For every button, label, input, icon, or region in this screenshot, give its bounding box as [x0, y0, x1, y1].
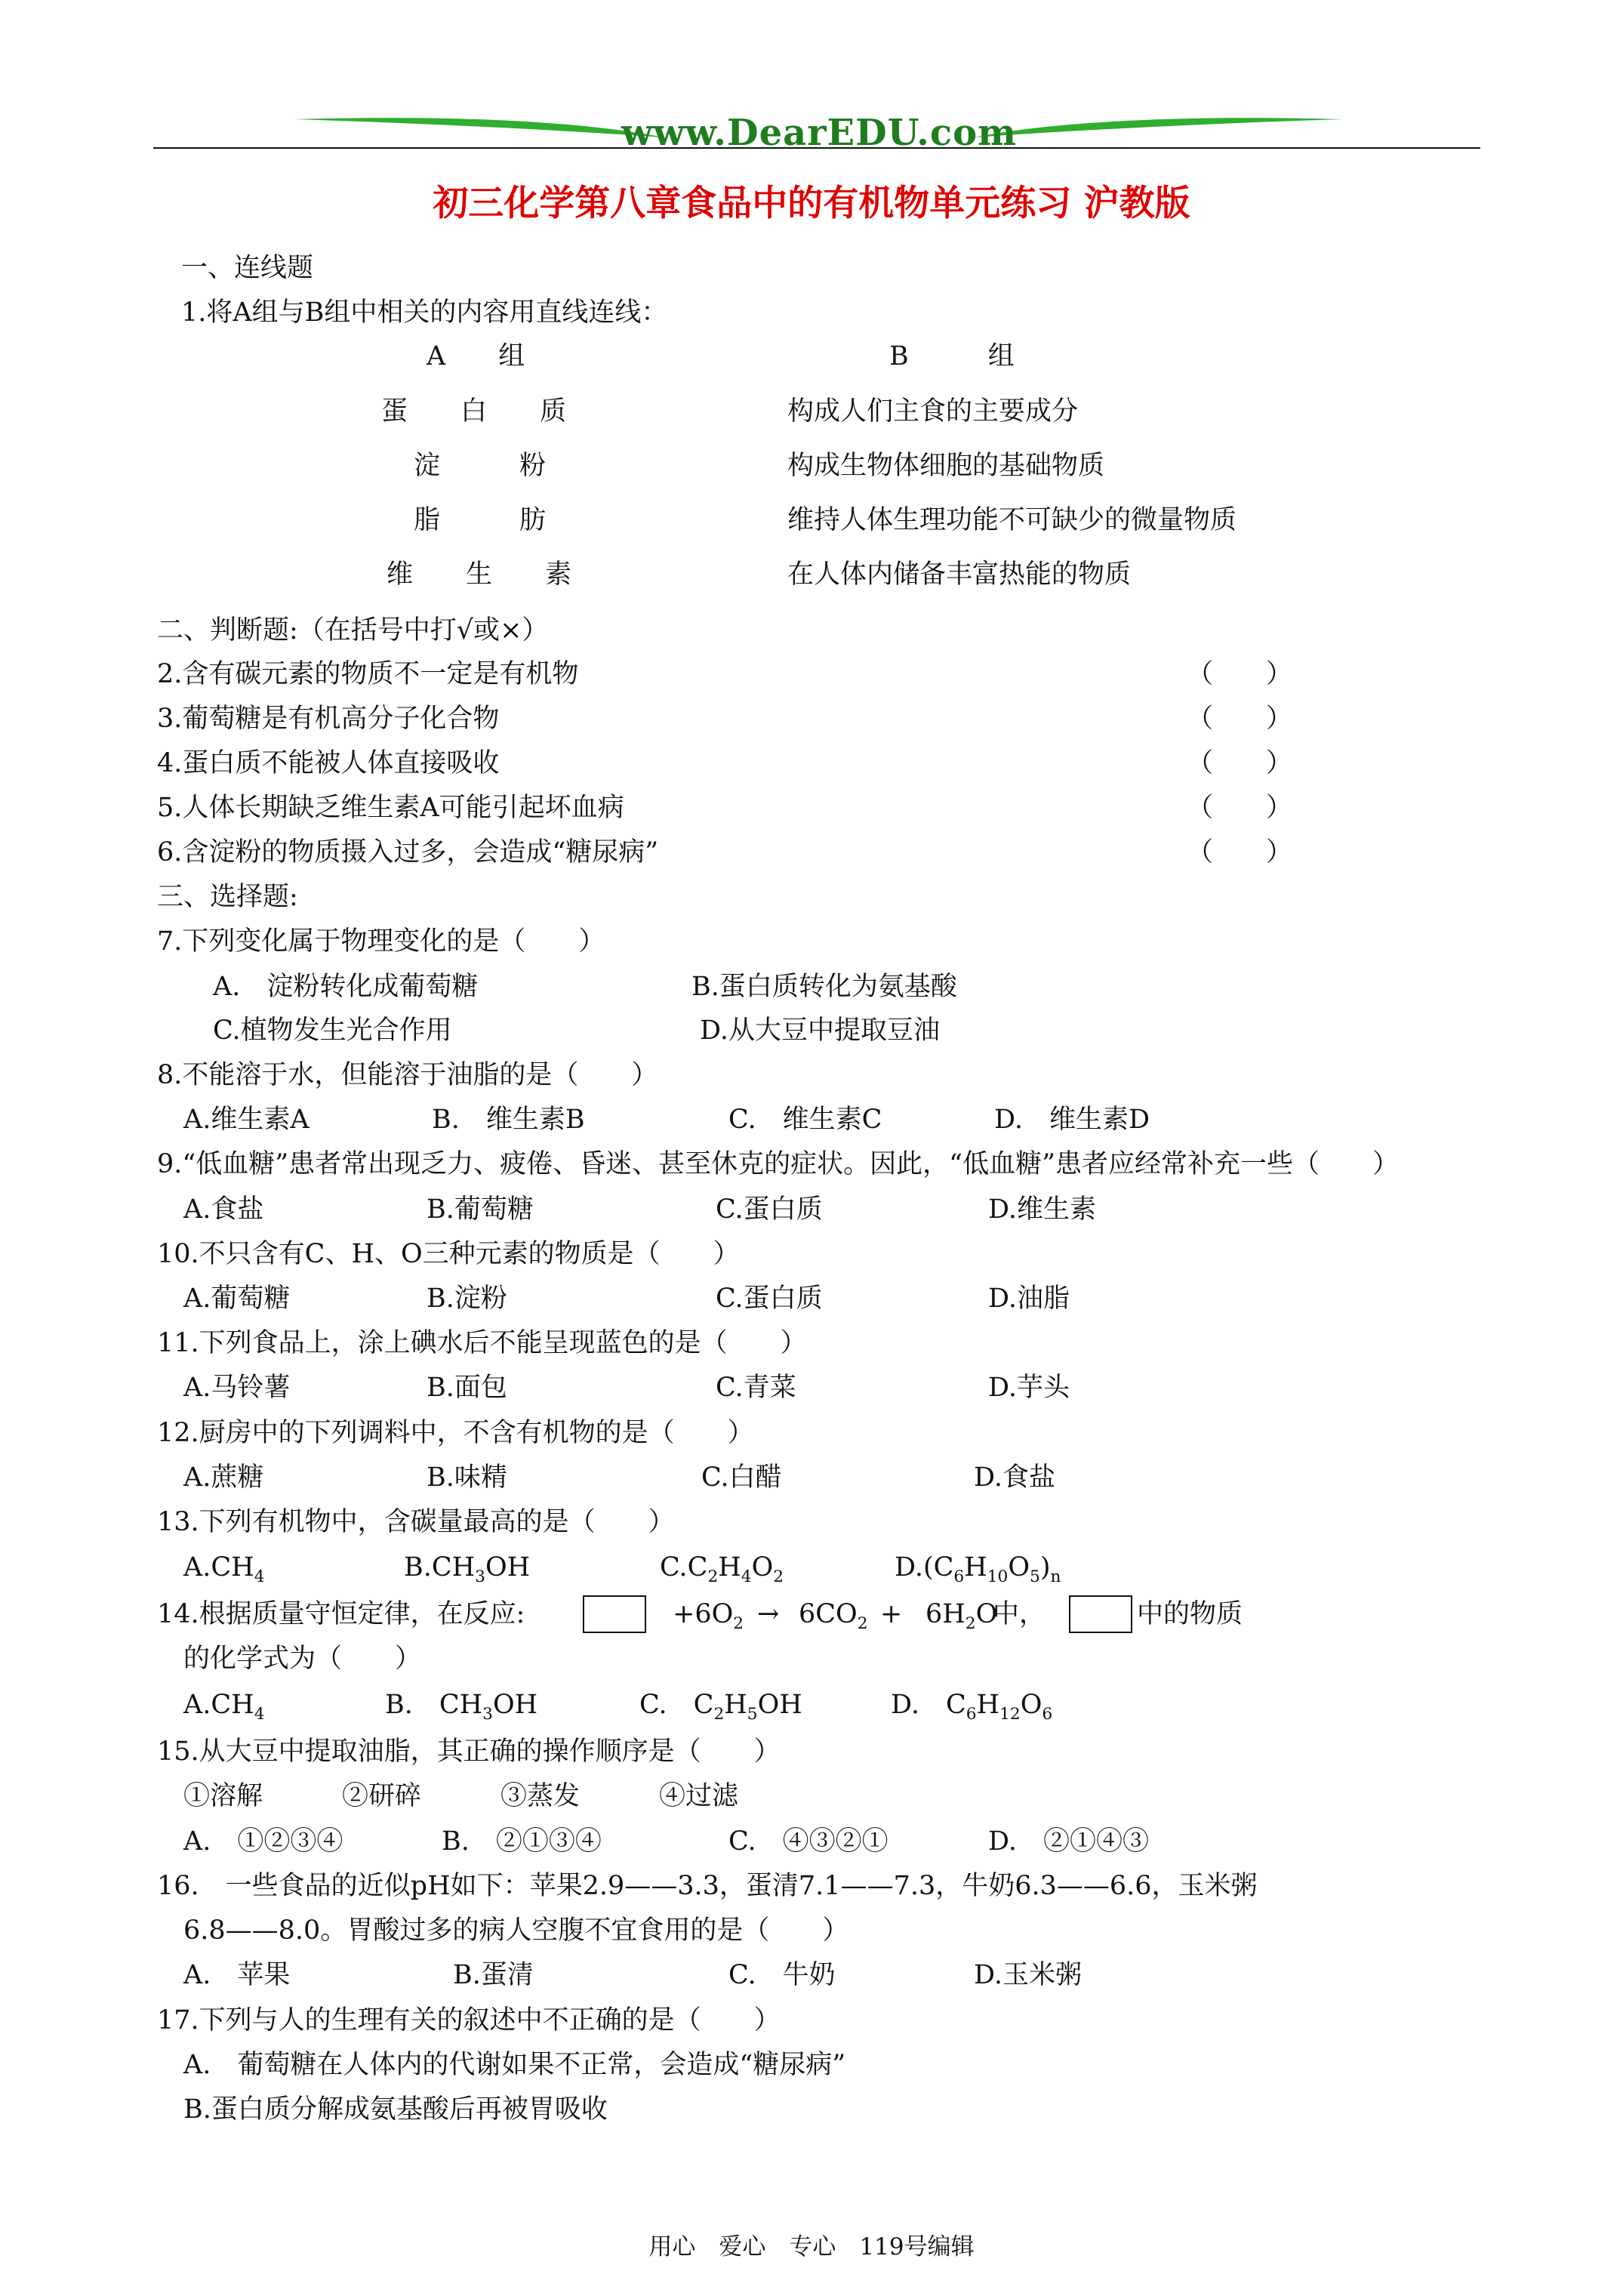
- option-c: C. $C_2H_5OH$: [639, 1690, 802, 1724]
- match-a-item: 脂 肪: [414, 505, 547, 535]
- option-b: B. ②①③④: [442, 1826, 602, 1857]
- option-b: B.蛋白质分解成氨基酸后再被胃吸收: [183, 2094, 608, 2125]
- judge-item: 4.蛋白质不能被人体直接吸收: [157, 748, 500, 778]
- match-a-item: 维 生 素: [387, 559, 572, 590]
- option-a: $A.CH_4$: [183, 1552, 265, 1586]
- section-heading-2: 二、判断题:（在括号中打√或×）: [157, 615, 549, 646]
- option-d: D.食盐: [974, 1462, 1055, 1493]
- option-a: A.葡萄糖: [183, 1284, 291, 1314]
- option-b: B.葡萄糖: [427, 1194, 534, 1225]
- question-1: 1.将A组与B组中相关的内容用直线连线：: [181, 297, 668, 328]
- logo-text: www.DearEDU.com: [621, 112, 1017, 154]
- match-a-item: 蛋 白 质: [381, 396, 567, 427]
- option-d: D.芋头: [988, 1373, 1070, 1403]
- option-d: D.油脂: [988, 1284, 1070, 1314]
- section-heading-1: 一、连线题: [181, 253, 314, 283]
- equation-plus: +: [880, 1599, 903, 1629]
- question-stem: 9.“低血糖”患者常出现乏力、疲倦、昏迷、甚至休克的症状。因此，“低血糖”患者应经常补充一些（ ）: [157, 1149, 1399, 1179]
- option-d: D.维生素: [988, 1194, 1096, 1225]
- option-b: B. 维生素B: [432, 1105, 585, 1135]
- answer-box: [1069, 1595, 1132, 1633]
- question-stem-cont: 的化学式为（ ）: [183, 1644, 422, 1674]
- option-d: D.玉米粥: [974, 1960, 1082, 1990]
- option-b: B. $CH_3OH$: [385, 1690, 538, 1724]
- section-heading-3: 三、选择题:: [157, 882, 298, 912]
- match-b-item: 构成生物体细胞的基础物质: [787, 451, 1105, 481]
- question-stem: 15.从大豆中提取油脂，其正确的操作顺序是（ ）: [157, 1737, 781, 1767]
- question-stem-cont: 6.8——8.0。胃酸过多的病人空腹不宜食用的是（ ）: [183, 1915, 849, 1946]
- option-a: A. 葡萄糖在人体内的代谢如果不正常，会造成“糖尿病”: [183, 2050, 846, 2080]
- group-b-label: B 组: [889, 341, 1015, 371]
- equation-o2: $+6O_2$: [673, 1599, 744, 1633]
- option-b: B.味精: [427, 1462, 507, 1493]
- option-a: A.维生素A: [183, 1105, 310, 1135]
- equation-in-text: 中，: [993, 1599, 1046, 1629]
- judge-item: 5.人体长期缺乏维生素A可能引起坏血病: [157, 793, 624, 823]
- option-a: A. 淀粉转化成葡萄糖: [213, 972, 479, 1002]
- page-footer: 用心 爱心 专心 119号编辑: [648, 2233, 975, 2261]
- answer-bracket: （ ）: [1187, 704, 1293, 734]
- option-d: D.从大豆中提取豆油: [700, 1015, 940, 1046]
- judge-item: 2.含有碳元素的物质不一定是有机物: [157, 659, 579, 689]
- option-c: C.蛋白质: [716, 1284, 823, 1314]
- question-stem: 16. 一些食品的近似pH如下：苹果2.9——3.3，蛋清7.1——7.3，牛奶6.3——6.6，玉米粥: [157, 1871, 1258, 1901]
- option-c: C.植物发生光合作用: [213, 1015, 452, 1046]
- answer-bracket: （ ）: [1187, 748, 1293, 778]
- option-b: B.淀粉: [427, 1284, 507, 1314]
- match-b-item: 维持人体生理功能不可缺少的微量物质: [787, 505, 1237, 535]
- judge-item: 6.含淀粉的物质摄入过多，会造成“糖尿病”: [157, 837, 659, 868]
- option-b: B.面包: [427, 1373, 507, 1403]
- question-stem-cont: 中的物质: [1137, 1599, 1243, 1629]
- option-d: $D.(C_6H_{10}O_5)_n$: [895, 1552, 1061, 1586]
- answer-bracket: （ ）: [1187, 659, 1293, 689]
- option-c: C.白醋: [701, 1462, 782, 1493]
- match-b-item: 在人体内储备丰富热能的物质: [787, 559, 1132, 590]
- option-b: B.蛋白质转化为氨基酸: [691, 972, 957, 1002]
- option-d: D. ②①④③: [988, 1826, 1149, 1857]
- equation-co2: $6CO_2$: [799, 1599, 868, 1633]
- question-stem: 11.下列食品上，涂上碘水后不能呈现蓝色的是（ ）: [157, 1328, 807, 1358]
- option-a: $A.CH_4$: [183, 1690, 265, 1724]
- answer-box: [583, 1595, 646, 1633]
- match-b-item: 构成人们主食的主要成分: [787, 396, 1079, 427]
- question-stem: 14.根据质量守恒定律，在反应:: [157, 1599, 525, 1629]
- option-c: C.青菜: [716, 1373, 796, 1403]
- question-stem: 17.下列与人的生理有关的叙述中不正确的是（ ）: [157, 2005, 781, 2036]
- group-a-label: A 组: [427, 341, 525, 371]
- equation-h2o: $6H_2O$: [925, 1599, 998, 1633]
- option-b: $B.CH_3OH$: [404, 1552, 531, 1586]
- option-a: A.食盐: [183, 1194, 264, 1225]
- option-a: A.马铃薯: [183, 1373, 291, 1403]
- option-a: A. ①②③④: [183, 1826, 343, 1857]
- question-stem: 10.不只含有C、H、O三种元素的物质是（ ）: [157, 1239, 740, 1269]
- option-d: D. $C_6H_{12}O_6$: [891, 1690, 1053, 1724]
- option-a: A.蔗糖: [183, 1462, 264, 1493]
- question-stem: 7.下列变化属于物理变化的是（ ）: [157, 926, 605, 957]
- question-stem: 8.不能溶于水，但能溶于油脂的是（ ）: [157, 1060, 658, 1090]
- option-c: C. 牛奶: [728, 1960, 836, 1990]
- match-a-item: 淀 粉: [414, 451, 547, 481]
- option-a: A. 苹果: [183, 1960, 291, 1990]
- header-divider: [153, 147, 1480, 149]
- step-list: ①溶解 ②研碎 ③蒸发 ④过滤: [183, 1781, 739, 1811]
- option-c: C. ④③②①: [728, 1826, 888, 1857]
- answer-bracket: （ ）: [1187, 837, 1293, 868]
- option-c: C. 维生素C: [728, 1105, 882, 1135]
- question-stem: 12.厨房中的下列调料中，不含有机物的是（ ）: [157, 1418, 754, 1448]
- option-b: B.蛋清: [453, 1960, 534, 1990]
- reaction-arrow-icon: →: [757, 1599, 780, 1629]
- answer-bracket: （ ）: [1187, 793, 1293, 823]
- option-c: $C.C_2H_4O_2$: [660, 1552, 784, 1586]
- judge-item: 3.葡萄糖是有机高分子化合物: [157, 704, 500, 734]
- option-c: C.蛋白质: [716, 1194, 823, 1225]
- question-stem: 13.下列有机物中，含碳量最高的是（ ）: [157, 1507, 675, 1537]
- option-d: D. 维生素D: [994, 1105, 1150, 1135]
- page-title: 初三化学第八章食品中的有机物单元练习 沪教版: [433, 183, 1190, 224]
